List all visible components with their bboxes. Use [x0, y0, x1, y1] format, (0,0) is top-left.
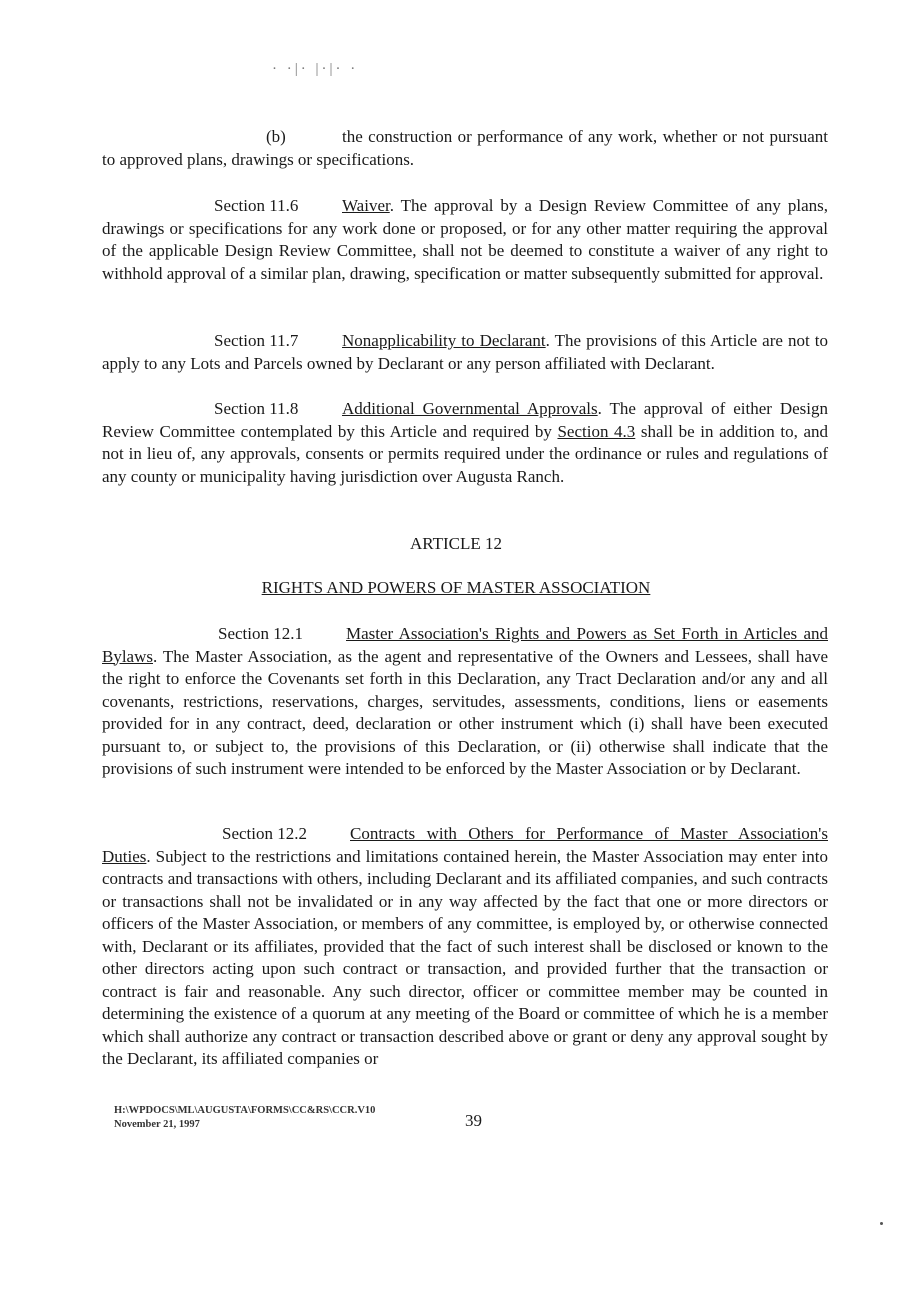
- paragraph-b-label: (b): [266, 127, 286, 146]
- section-12-2: [102, 823, 828, 1071]
- section-11-7: [102, 330, 828, 375]
- footer-file-info: [114, 1104, 375, 1132]
- section-11-8: [102, 398, 828, 488]
- article-title: [0, 577, 912, 600]
- header-stamp: · ·|· |·|· ·: [272, 61, 359, 77]
- section-11-6-text: . The approval by a Design Review Committee of any plans, drawings or specifications for any work done or proposed, or for any other matter requiring the approval of the applicable Design Review Committee, shall not be deemed to constitute a waiver of any right to withhold approval of a similar plan, drawing, specification or matter subsequently submitted for approval.: [102, 196, 828, 283]
- section-11-6-number: Section 11.6: [214, 196, 299, 215]
- footer-date: November 21, 1997: [114, 1119, 200, 1130]
- section-11-6-title: Waiver: [342, 196, 390, 215]
- section-12-1-title: Master Association's Rights and Powers as Set Forth in Articles and Bylaws: [102, 624, 828, 666]
- section-11-8-number: Section 11.8: [214, 399, 299, 418]
- section-11-7-number: Section 11.7: [214, 331, 299, 350]
- paragraph-b-text: the construction or performance of any work, whether or not pursuant to approved plans, drawings or specifications.: [102, 127, 828, 169]
- section-4-3-reference: Section 4.3: [557, 421, 636, 441]
- section-12-1-text: . The Master Association, as the agent and representative of the Owners and Lessees, shall have the right to enforce the Covenants set forth in this Declaration, any Tract Declaration and/or any and all covenants, restrictions, reservations, charges, servitudes, assessments, conditions, liens or easements provided for in any contract, deed, declaration or other instrument which (i) shall have been executed pursuant to, or subject to, the provisions of this Declaration, or (ii) otherwise shall indicate that the provisions of such instrument were intended to be enforced by the Master Association or by Declarant.: [102, 646, 828, 778]
- section-12-1: [102, 623, 828, 781]
- article-title-text: RIGHTS AND POWERS OF MASTER ASSOCIATION: [261, 578, 651, 597]
- section-12-1-number: Section 12.1: [218, 624, 303, 643]
- section-11-8-title: Additional Governmental Approvals: [342, 399, 598, 418]
- section-11-6: [102, 195, 828, 285]
- section-12-2-number: Section 12.2: [222, 824, 307, 843]
- section-11-8-text-a: . The approval of either Design Review Committee contemplated by this Article and required by: [102, 399, 828, 441]
- section-12-2-title: Contracts with Others for Performance of Master Association's Duties: [102, 824, 828, 866]
- page-number: 39: [465, 1111, 482, 1130]
- section-11-7-title: Nonapplicability to Declarant: [342, 331, 546, 350]
- article-heading: ARTICLE 12: [410, 534, 502, 553]
- section-11-7-text: . The provisions of this Article are not to apply to any Lots and Parcels owned by Declarant or any person affiliated with Declarant.: [102, 331, 828, 373]
- footer-path: H:\WPDOCS\ML\AUGUSTA\FORMS\CC&RS\CCR.V10: [114, 1105, 376, 1116]
- paragraph-b: [102, 126, 828, 171]
- section-12-2-text: . Subject to the restrictions and limitations contained herein, the Master Association may enter into contracts and transactions with others, including Declarant and its affiliated companies, and such contracts or transactions shall not be invalidated or in any way affected by the fact that one or more directors or officers of the Master Association, or members of any committee, is employed by, or otherwise connected with, Declarant or its affiliates, provided that the fact of such interest shall be disclosed or known to the other directors acting upon such contract or transaction, and provided further that the transaction or contract is fair and reasonable. Any such director, officer or committee member may be counted in determining the existence of a quorum at any meeting of the Board or committee of which he is a member which shall authorize any contract or transaction described above or grant or deny any approval sought by the Declarant, its affiliated companies or: [102, 846, 828, 1068]
- section-11-8-text-b: shall be in addition to, and not in lieu of, any approvals, consents or permits required under the ordinance or rules and regulations of any county or municipality having jurisdiction over Augusta Ranch.: [102, 421, 828, 486]
- scan-speck: [880, 1222, 883, 1225]
